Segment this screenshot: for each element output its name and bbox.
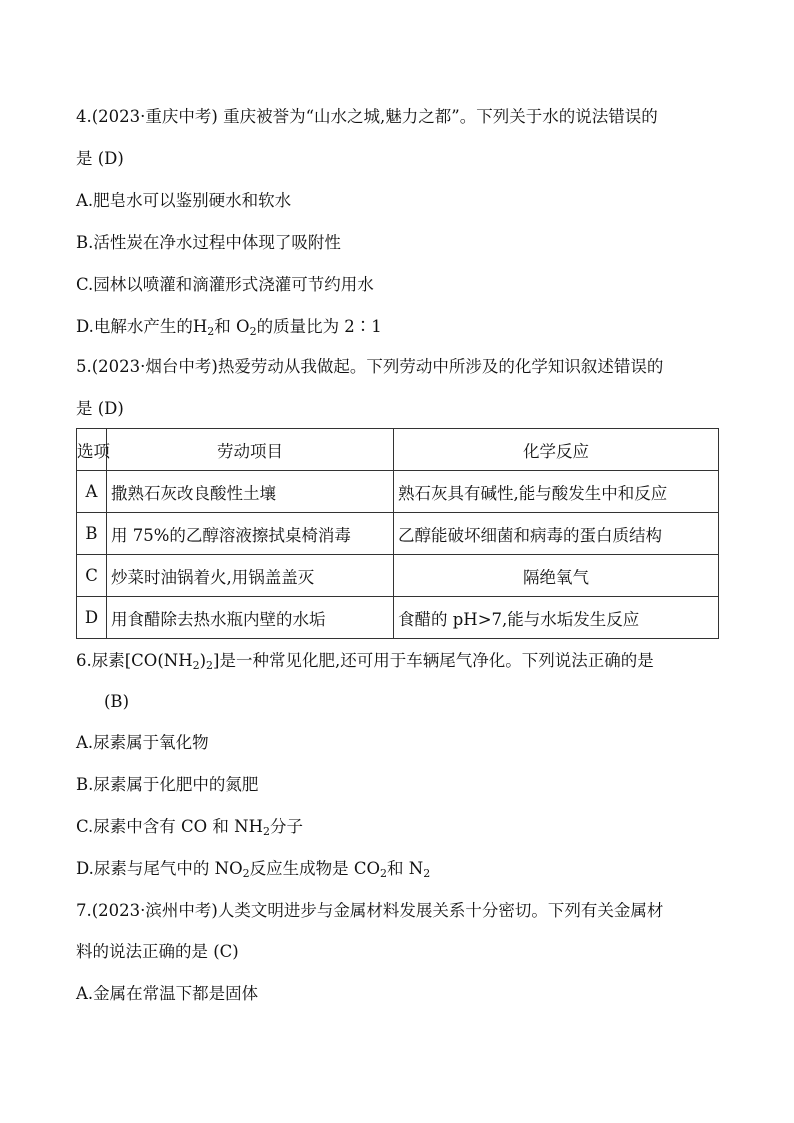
q6-option-d: D.尿素与尾气中的 $NO_2$反应生成物是 $CO_2$和 $N_2$ bbox=[76, 859, 431, 880]
q4-option-c: C.园林以喷灌和滴灌形式浇灌可节约用水 bbox=[76, 275, 374, 294]
table-cell: C bbox=[77, 555, 107, 597]
table-row bbox=[77, 597, 719, 639]
table-cell: 炒菜时油锅着火,用锅盖盖灭 bbox=[107, 555, 394, 597]
table-cell: 撒熟石灰改良酸性土壤 bbox=[107, 471, 394, 513]
table-row bbox=[77, 513, 719, 555]
table-cell: A bbox=[77, 471, 107, 513]
table-header-cell: 劳动项目 bbox=[107, 429, 394, 471]
q6-option-a: A.尿素属于氧化物 bbox=[76, 733, 209, 752]
table-header-cell: 化学反应 bbox=[394, 429, 719, 471]
q4-option-b: B.活性炭在净水过程中体现了吸附性 bbox=[76, 233, 341, 252]
q4-option-a: A.肥皂水可以鉴别硬水和软水 bbox=[76, 191, 292, 210]
q7-stem-line2: 料的说法正确的是 (C) bbox=[76, 942, 239, 961]
table-cell: 隔绝氧气 bbox=[394, 555, 719, 597]
q4-option-d: D.电解水产生的$H_2$和 $O_2$的质量比为 2∶1 bbox=[76, 317, 382, 338]
q6-answer: (B) bbox=[104, 692, 129, 711]
table-row bbox=[77, 471, 719, 513]
q5-stem-line2: 是 (D) bbox=[76, 399, 124, 418]
q4-stem-line1: 4.(2023·重庆中考) 重庆被誉为“山水之城,魅力之都”。下列关于水的说法错误的 bbox=[76, 107, 658, 126]
table-cell: 用食醋除去热水瓶内壁的水垢 bbox=[107, 597, 394, 639]
q6-option-c: C.尿素中含有 CO 和 $NH_2$分子 bbox=[76, 817, 303, 838]
q7-option-a: A.金属在常温下都是固体 bbox=[76, 984, 259, 1003]
q5-stem-line1: 5.(2023·烟台中考)热爱劳动从我做起。下列劳动中所涉及的化学知识叙述错误的 bbox=[76, 357, 664, 376]
q6-option-b: B.尿素属于化肥中的氮肥 bbox=[76, 775, 259, 794]
table-cell: 乙醇能破坏细菌和病毒的蛋白质结构 bbox=[394, 513, 719, 555]
table-header-row bbox=[77, 429, 719, 471]
table-cell: B bbox=[77, 513, 107, 555]
table-cell: D bbox=[77, 597, 107, 639]
q5-table bbox=[76, 428, 719, 639]
table-cell: 用 75%的乙醇溶液擦拭桌椅消毒 bbox=[107, 513, 394, 555]
table-header-cell: 选项 bbox=[77, 429, 107, 471]
q4-stem-line2: 是 (D) bbox=[76, 149, 124, 168]
table-cell: 食醋的 pH>7,能与水垢发生反应 bbox=[394, 597, 719, 639]
q6-stem-line1: 6.尿素$[CO(NH_2)_2]$是一种常见化肥,还可用于车辆尾气净化。下列说法正确的是 bbox=[76, 651, 654, 672]
table-cell: 熟石灰具有碱性,能与酸发生中和反应 bbox=[394, 471, 719, 513]
q7-stem-line1: 7.(2023·滨州中考)人类文明进步与金属材料发展关系十分密切。下列有关金属材 bbox=[76, 901, 664, 920]
table-row bbox=[77, 555, 719, 597]
